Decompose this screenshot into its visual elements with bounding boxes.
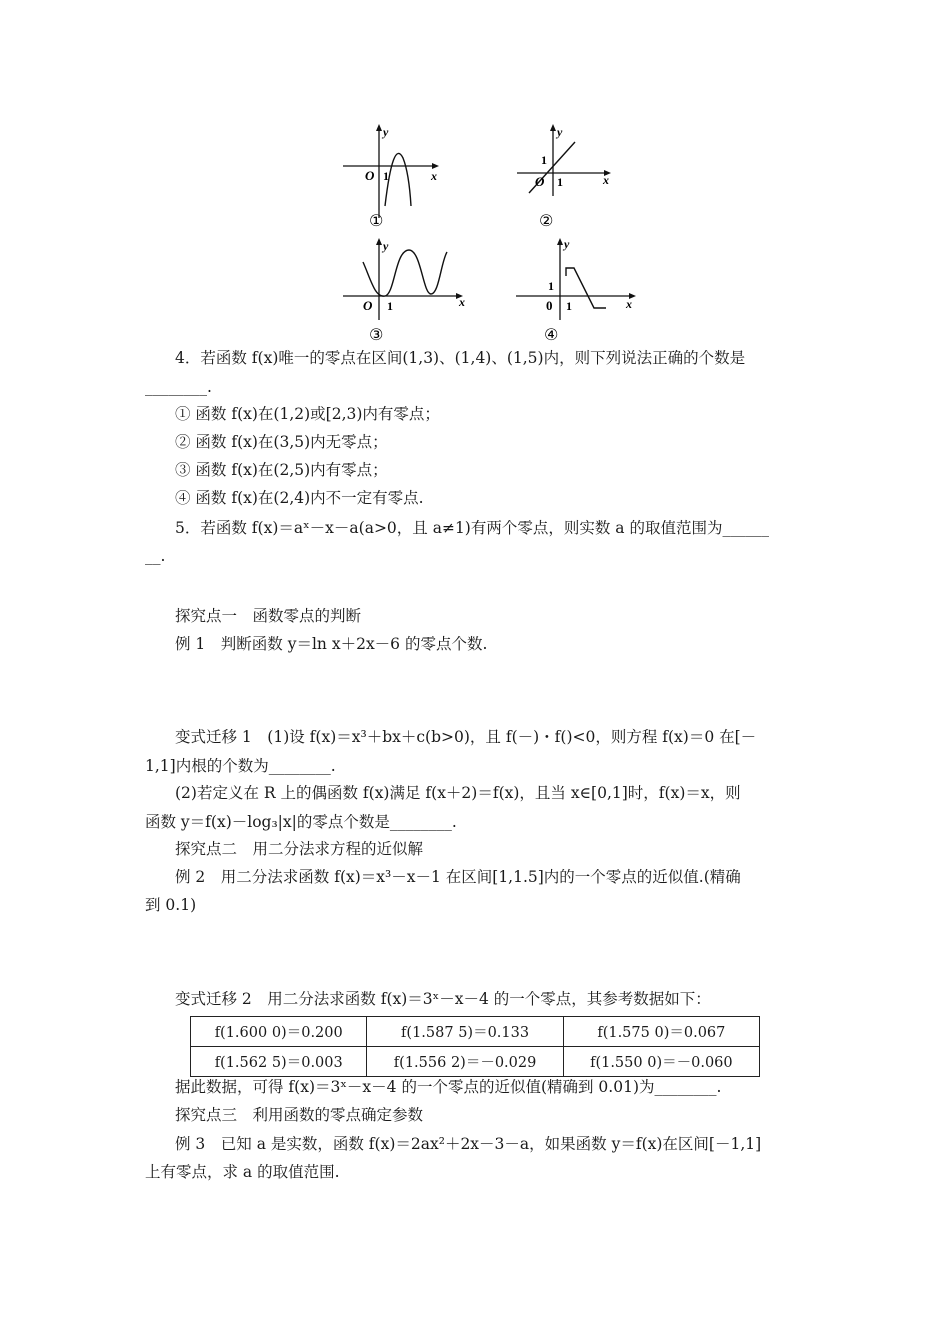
example-3-line-1: 例 3 已知 a 是实数，函数 f(x)＝2ax²＋2x－3－a，如果函数 y＝f(x)在区间[－1,1] — [175, 1135, 762, 1153]
q5-blank: __. — [145, 547, 166, 565]
section-heading-1: 探究点一 函数零点的判断 — [175, 607, 362, 625]
example-2-line-1: 例 2 用二分法求函数 f(x)＝x³－x－1 在区间[1,1.5]内的一个零点的近似值.(精确 — [175, 868, 741, 886]
variant-1-line-2: 1,1]内根的个数为________. — [145, 757, 336, 775]
table-cell: f(1.550 0)＝－0.060 — [563, 1047, 759, 1077]
q4-stem: 4．若函数 f(x)唯一的零点在区间(1,3)、(1,4)、(1,5)内，则下列说法正确的个数是 — [175, 349, 746, 367]
tick-1: 1 — [383, 169, 389, 183]
x-axis-label: x — [626, 297, 632, 311]
table-cell: f(1.562 5)＝0.003 — [191, 1047, 367, 1077]
reference-data-table — [190, 1016, 760, 1077]
figure-label: ④ — [544, 325, 559, 344]
example-3-line-2: 上有零点，求 a 的取值范围. — [145, 1163, 340, 1181]
tick-1: 1 — [387, 299, 393, 313]
y-tick-1: 1 — [541, 153, 547, 167]
y-axis-label: y — [383, 125, 389, 139]
variant-1-line-4: 函数 y＝f(x)－log₃|x|的零点个数是________. — [145, 813, 457, 831]
table-cell: f(1.600 0)＝0.200 — [191, 1017, 367, 1047]
section-heading-3: 探究点三 利用函数的零点确定参数 — [175, 1106, 424, 1124]
table-cell: f(1.587 5)＝0.133 — [367, 1017, 563, 1047]
q4-blank: ________. — [145, 378, 212, 396]
y-axis-label: y — [557, 125, 563, 139]
q4-option-4: ④ 函数 f(x)在(2,4)内不一定有零点. — [175, 489, 424, 507]
x-axis-label: x — [431, 169, 437, 183]
y-axis-label: y — [383, 239, 389, 253]
x-axis-label: x — [603, 173, 609, 187]
q4-option-1: ① 函数 f(x)在(1,2)或[2,3)内有零点； — [175, 405, 440, 423]
origin-label: O — [363, 298, 373, 313]
graph-4 — [508, 232, 648, 347]
table-row — [191, 1017, 760, 1047]
variant-1-line-1: 变式迁移 1 (1)设 f(x)＝x³＋bx＋c(b>0)，且 f(－)・f()<0，则方程 f(x)＝0 在[－ — [175, 728, 757, 746]
origin-label: 0 — [546, 298, 553, 313]
table-row — [191, 1047, 760, 1077]
figure-label: ③ — [369, 325, 384, 344]
q4-option-3: ③ 函数 f(x)在(2,5)内有零点； — [175, 461, 388, 479]
y-tick-1: 1 — [548, 279, 554, 293]
variant-1-line-3: (2)若定义在 R 上的偶函数 f(x)满足 f(x＋2)＝f(x)，且当 x∈[0,1]时，f(x)＝x，则 — [175, 784, 741, 802]
table-cell: f(1.556 2)＝－0.029 — [367, 1047, 563, 1077]
y-axis-label: y — [564, 237, 570, 251]
figure-label: ① — [369, 211, 384, 230]
figure-label: ② — [539, 211, 554, 230]
graph-1 — [335, 118, 455, 233]
section-heading-2: 探究点二 用二分法求方程的近似解 — [175, 840, 424, 858]
x-axis-label: x — [459, 295, 465, 309]
variant-2-conclusion: 据此数据，可得 f(x)＝3ˣ－x－4 的一个零点的近似值(精确到 0.01)为________. — [175, 1078, 722, 1096]
tick-1: 1 — [557, 175, 563, 189]
graph-2 — [505, 118, 625, 233]
table-cell: f(1.575 0)＝0.067 — [563, 1017, 759, 1047]
q5-stem: 5．若函数 f(x)＝aˣ－x－a(a>0，且 a≠1)有两个零点，则实数 a 的取值范围为______ — [175, 519, 769, 537]
example-2-line-2: 到 0.1) — [145, 896, 197, 914]
tick-1: 1 — [566, 299, 572, 313]
origin-label: O — [535, 174, 545, 189]
graph-3 — [335, 232, 475, 347]
example-1: 例 1 判断函数 y＝ln x＋2x－6 的零点个数. — [175, 635, 488, 653]
q4-option-2: ② 函数 f(x)在(3,5)内无零点； — [175, 433, 388, 451]
origin-label: O — [365, 168, 375, 183]
variant-2-intro: 变式迁移 2 用二分法求函数 f(x)＝3ˣ－x－4 的一个零点，其参考数据如下： — [175, 990, 711, 1008]
